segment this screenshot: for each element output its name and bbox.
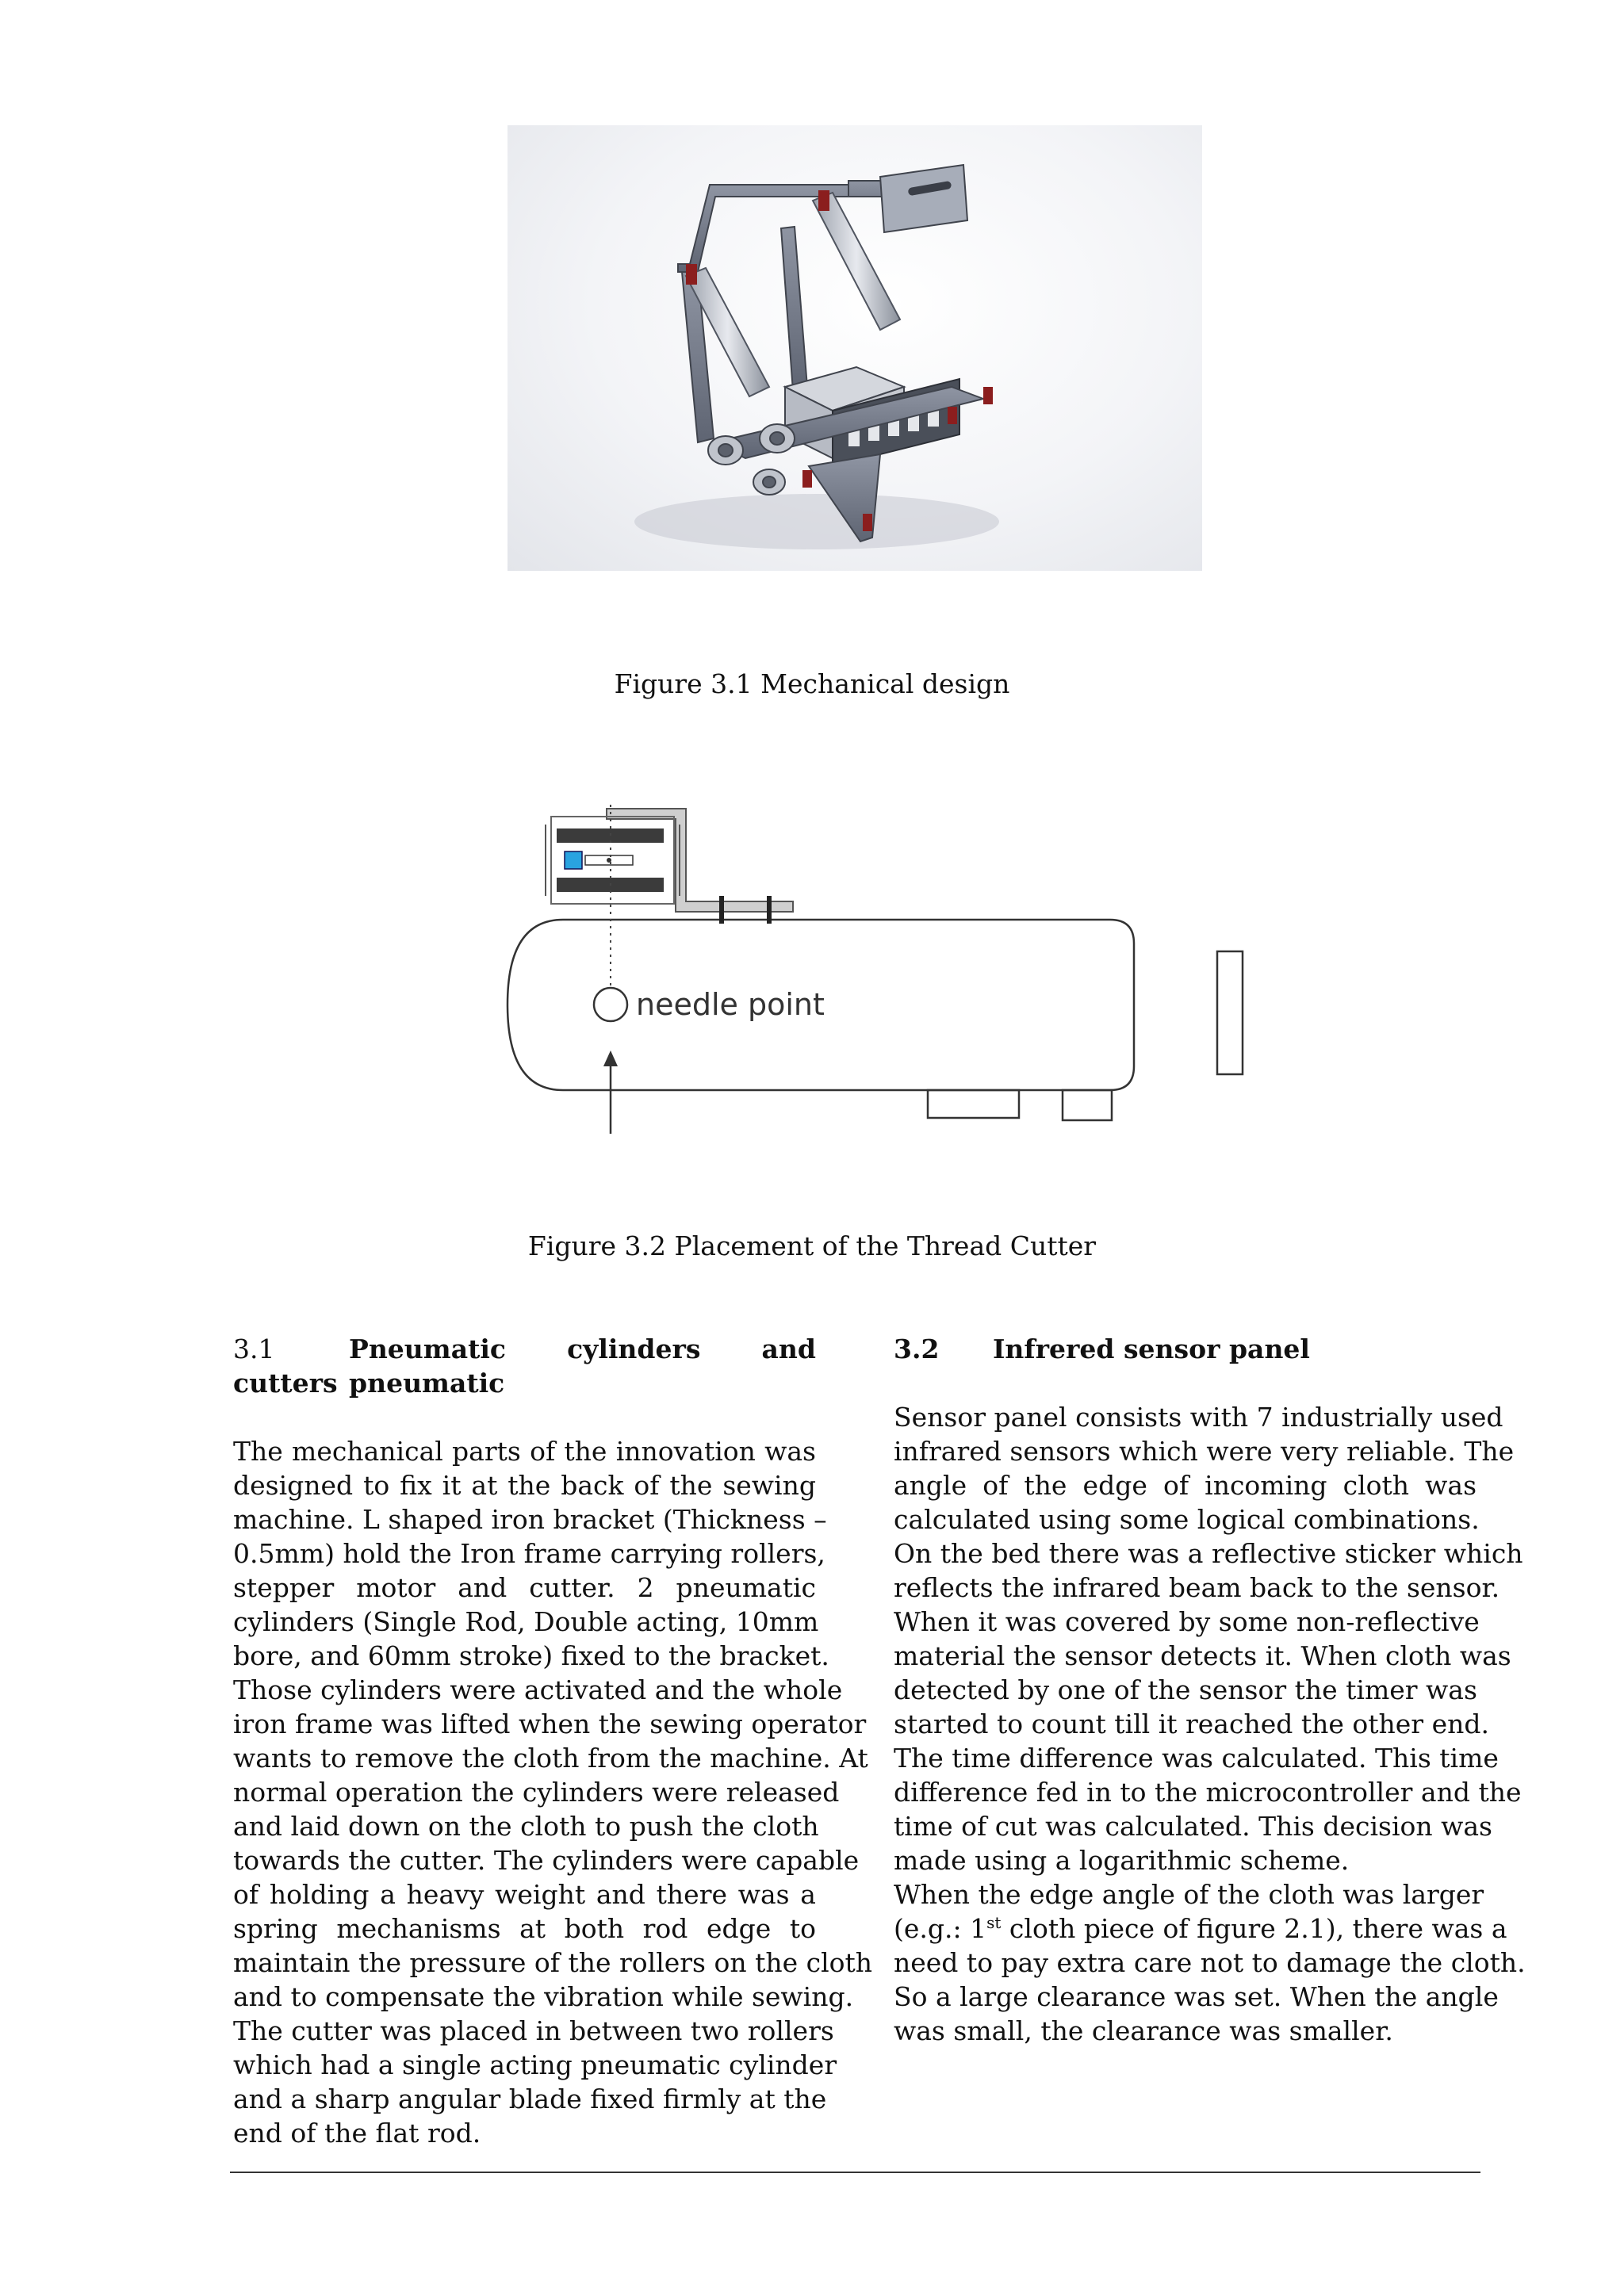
text-line: and to compensate the vibration while sewing. <box>233 1981 854 2012</box>
section-infrared-sensor-panel <box>894 1332 1526 2048</box>
footer-rule <box>230 2172 1480 2173</box>
text-line: The cutter was placed in between two rollers <box>233 2015 834 2046</box>
text-line: stepper motor and cutter. 2 pneumatic <box>233 1572 816 1603</box>
section-body <box>894 1400 1526 2048</box>
text-line: of holding a heavy weight and there was a <box>233 1879 816 1910</box>
section-heading <box>233 1332 816 1400</box>
text-line: started to count till it reached the other end. <box>894 1709 1489 1739</box>
thread-cutter-placement-figure <box>492 797 1253 1146</box>
mechanical-design-figure <box>508 125 1202 571</box>
text-line: On the bed there was a reflective sticker which <box>894 1538 1523 1569</box>
text-line: The mechanical parts of the innovation was <box>233 1436 816 1467</box>
text-line: When the edge angle of the cloth was larger <box>894 1879 1484 1910</box>
section-pneumatic-cylinders <box>233 1332 873 2150</box>
text-line: Sensor panel consists with 7 industrially used <box>894 1402 1503 1433</box>
needle-point-label: needle point <box>636 987 825 1022</box>
text-line: When it was covered by some non-reflective <box>894 1606 1480 1637</box>
text-line: and a sharp angular blade fixed firmly at the <box>233 2084 827 2114</box>
text-line: designed to fix it at the back of the sewing <box>233 1470 816 1501</box>
section-title: Pneumatic cylinders and pneumatic <box>349 1334 816 1399</box>
text-line: time of cut was calculated. This decision was <box>894 1811 1492 1842</box>
text-line: material the sensor detects it. When cloth was <box>894 1640 1511 1671</box>
figure-caption: Figure 3.2 Placement of the Thread Cutter <box>527 1230 1097 1261</box>
section-number: 3.2 <box>894 1334 940 1364</box>
text-line: bore, and 60mm stroke) fixed to the bracket. <box>233 1640 829 1671</box>
text-line: angle of the edge of incoming cloth was <box>894 1470 1477 1501</box>
text-fragment: cloth piece of figure 2.1), there was a <box>1001 1913 1507 1944</box>
text-line <box>894 1911 1507 1946</box>
superscript: st <box>986 1913 1002 1932</box>
text-line: The time difference was calculated. This time <box>894 1743 1499 1774</box>
text-line: 0.5mm) hold the Iron frame carrying rollers, <box>233 1538 825 1569</box>
text-line: made using a logarithmic scheme. <box>894 1845 1350 1876</box>
text-line: need to pay extra care not to damage the cloth. <box>894 1947 1526 1978</box>
figure-caption: Figure 3.1 Mechanical design <box>614 668 1010 699</box>
section-body <box>233 1434 873 2150</box>
text-line: detected by one of the sensor the timer was <box>894 1674 1477 1705</box>
text-line: normal operation the cylinders were released <box>233 1777 840 1808</box>
section-title: Infrered sensor panel <box>993 1334 1310 1364</box>
section-heading <box>894 1332 1477 1366</box>
section-number: 3.1 <box>233 1334 275 1364</box>
text-line: towards the cutter. The cylinders were capable <box>233 1845 860 1876</box>
text-line: machine. L shaped iron bracket (Thickness – <box>233 1504 827 1535</box>
text-line: cylinders (Single Rod, Double acting, 10mm <box>233 1606 819 1637</box>
text-line: iron frame was lifted when the sewing operator <box>233 1709 867 1739</box>
text-line: calculated using some logical combinations. <box>894 1504 1480 1535</box>
text-line: which had a single acting pneumatic cylinder <box>233 2049 837 2080</box>
text-line: infrared sensors which were very reliable. The <box>894 1436 1515 1467</box>
text-line: reflects the infrared beam back to the sensor. <box>894 1572 1500 1603</box>
text-line: spring mechanisms at both rod edge to <box>233 1913 816 1944</box>
text-fragment: (e.g.: 1 <box>894 1913 987 1944</box>
text-line: maintain the pressure of the rollers on the cloth <box>233 1947 873 1978</box>
text-line: difference fed in to the microcontroller and the <box>894 1777 1522 1808</box>
text-line: end of the flat rod. <box>233 2118 481 2149</box>
text-line: wants to remove the cloth from the machine. At <box>233 1743 868 1774</box>
text-line: and laid down on the cloth to push the cloth <box>233 1811 819 1842</box>
text-line: So a large clearance was set. When the angle <box>894 1981 1499 2012</box>
text-line: Those cylinders were activated and the whole <box>233 1674 843 1705</box>
section-title-continued: cutters <box>233 1368 338 1399</box>
text-line: was small, the clearance was smaller. <box>894 2015 1393 2046</box>
